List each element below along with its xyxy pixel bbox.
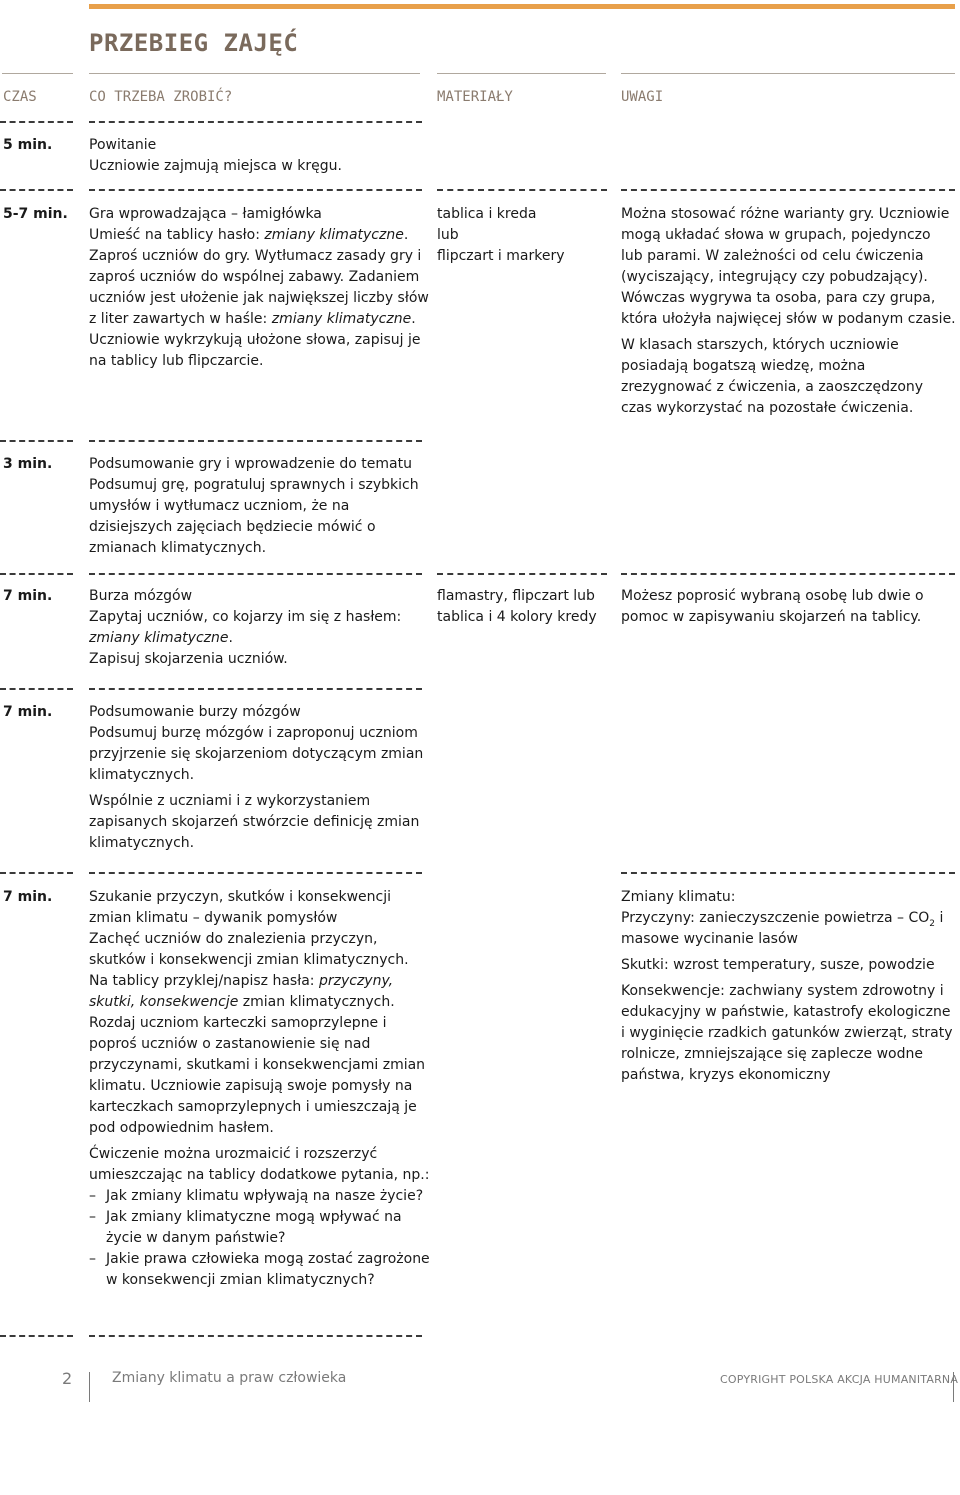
separator — [437, 573, 607, 575]
separator — [0, 440, 73, 442]
separator — [89, 1335, 422, 1337]
row-todo — [89, 454, 431, 559]
separator — [0, 189, 73, 191]
separator — [621, 573, 955, 575]
row-todo-title: Powitanie — [89, 137, 157, 153]
footer-copyright: COPYRIGHT POLSKA AKCJA HUMANITARNA — [720, 1373, 959, 1386]
notes-text: Można stosować różne warianty gry. Uczniowie mogą układać słowa w grupach, pojedynczo lub parami. W zależności od celu ćwiczenia (wyciszający, integrujący czy pobudzający). Wówczas wygrywa ta osoba, para czy grupa, która ułożyła najwięcej słów w podanym czasie. — [621, 206, 956, 327]
row-todo-title: Gra wprowadzająca – łamigłówka — [89, 206, 322, 222]
header-rule-materials — [437, 73, 606, 74]
separator — [621, 872, 955, 874]
row-todo — [89, 135, 431, 177]
separator — [89, 688, 422, 690]
separator — [0, 872, 73, 874]
materials-line: flipczart i markery — [437, 248, 565, 264]
list-item: – Jakie prawa człowieka mogą zostać zagrożone w konsekwencji zmian klimatycznych? — [89, 1249, 431, 1291]
footer-divider — [89, 1372, 90, 1402]
notes-text: Możesz poprosić wybraną osobę lub dwie o pomoc w zapisywaniu skojarzeń na tablicy. — [621, 588, 924, 625]
separator — [0, 573, 73, 575]
row-todo-title: Podsumowanie gry i wprowadzenie do tematu — [89, 456, 412, 472]
row-time: 5-7 min. — [3, 206, 68, 222]
top-accent-bar — [89, 4, 955, 9]
row-todo-text: Ćwiczenie można urozmaicić i rozszerzyć umieszczając na tablicy dodatkowe pytania, np.: — [89, 1146, 430, 1183]
row-todo-text: Zachęć uczniów do znalezienia przyczyn, skutków i konsekwencji zmian klimatycznych. Na tablicy przyklej/napisz hasła: przyczyny, skutki, konsekwencje zmian klimatycznych. Rozdaj uczniom karteczki samoprzylepne i poproś uczniów o zastanowienie się nad przyczynami, skutkami i konsekwencjami zmian klimatu. Uczniowie zapisują swoje pomysły na karteczkach samoprzylepnych i umieszczają je pod odpowiednim hasłem. — [89, 931, 426, 1136]
page-number: 2 — [62, 1369, 73, 1388]
separator — [621, 189, 955, 191]
row-todo-title: Szukanie przyczyn, skutków i konsekwencji zmian klimatu – dywanik pomysłów — [89, 889, 391, 926]
materials-text: flamastry, flipczart lub tablica i 4 kolory kredy — [437, 588, 597, 625]
row-todo-title: Podsumowanie burzy mózgów — [89, 704, 301, 720]
row-todo-text: Wspólnie z uczniami i z wykorzystaniem zapisanych skojarzeń stwórzcie definicję zmian klimatycznych. — [89, 793, 420, 851]
separator — [0, 1335, 73, 1337]
page-title: PRZEBIEG ZAJĘĆ — [89, 29, 299, 57]
notes-effects: Skutki: wzrost temperatury, susze, powodzie — [621, 957, 935, 973]
row-todo-text: Zapisuj skojarzenia uczniów. — [89, 651, 288, 667]
row-todo — [89, 204, 431, 372]
list-item: – Jak zmiany klimatu wpływają na nasze życie? — [89, 1186, 431, 1207]
list-item: – Jak zmiany klimatyczne mogą wpływać na życie w danym państwie? — [89, 1207, 431, 1249]
row-notes — [621, 586, 956, 628]
notes-heading: Zmiany klimatu: — [621, 889, 736, 905]
notes-causes: Przyczyny: zanieczyszczenie powietrza – $CO_2$ i masowe wycinanie lasów — [621, 910, 944, 947]
row-todo-text: Zapytaj uczniów, co kojarzy im się z hasłem: zmiany klimatyczne. — [89, 609, 402, 646]
footer-document-title: Zmiany klimatu a praw człowieka — [112, 1370, 347, 1386]
row-todo-text: Podsumuj burzę mózgów i zaproponuj uczniom przyjrzenie się skojarzeniom dotyczącym zmian klimatycznych. — [89, 725, 424, 783]
materials-line: tablica i kreda — [437, 206, 537, 222]
separator — [0, 688, 73, 690]
header-rule-notes — [621, 73, 955, 74]
column-header-materials: MATERIAŁY — [437, 89, 513, 105]
row-todo-text: Uczniowie zajmują miejsca w kręgu. — [89, 158, 342, 174]
row-time: 5 min. — [3, 137, 53, 153]
notes-consequences: Konsekwencje: zachwiany system zdrowotny i edukacyjny w państwie, katastrofy ekologiczne i wyginięcie rzadkich gatunków zwierząt, straty rolnicze, zmniejszające się zaplecze wodne państwa, kryzys ekonomiczny — [621, 983, 953, 1083]
separator — [89, 872, 422, 874]
row-materials — [437, 204, 607, 267]
row-time: 3 min. — [3, 456, 53, 472]
footer-divider — [953, 1372, 954, 1402]
notes-text: W klasach starszych, których uczniowie posiadają bogatszą wiedzę, można zrezygnować z ćwiczenia, a zaoszczędzony czas wykorzystać na pozostałe ćwiczenia. — [621, 337, 924, 416]
column-header-todo: CO TRZEBA ZROBIĆ? — [89, 89, 233, 105]
row-time: 7 min. — [3, 588, 53, 604]
questions-list — [89, 1186, 431, 1291]
row-time: 7 min. — [3, 704, 53, 720]
row-todo — [89, 887, 431, 1291]
row-notes — [621, 204, 956, 419]
row-todo — [89, 586, 431, 670]
separator — [0, 121, 73, 123]
row-todo-text: Podsumuj grę, pogratuluj sprawnych i szybkich umysłów i wytłumacz uczniom, że na dzisiejszych zajęciach będziecie mówić o zmianach klimatycznych. — [89, 477, 419, 556]
column-header-notes: UWAGI — [621, 89, 664, 105]
column-header-time: CZAS — [3, 89, 37, 105]
row-todo-text: Umieść na tablicy hasło: zmiany klimatyczne. Zaproś uczniów do gry. Wytłumacz zasady gry i zaproś uczniów do wspólnej zabawy. Zadaniem uczniów jest ułożenie jak największej liczby słów z liter zawartych w haśle: zmiany klimatyczne. Uczniowie wykrzykują ułożone słowa, zapisuj je na tablicy lub flipczarcie. — [89, 227, 429, 369]
separator — [89, 440, 422, 442]
header-rule-time — [2, 73, 73, 74]
row-notes — [621, 887, 956, 1086]
materials-line: lub — [437, 227, 459, 243]
separator — [437, 189, 607, 191]
header-rule-todo — [89, 73, 420, 74]
separator — [89, 189, 422, 191]
separator — [89, 573, 422, 575]
row-todo — [89, 702, 431, 854]
separator — [89, 121, 422, 123]
row-materials — [437, 586, 607, 628]
row-todo-title: Burza mózgów — [89, 588, 193, 604]
row-time: 7 min. — [3, 889, 53, 905]
